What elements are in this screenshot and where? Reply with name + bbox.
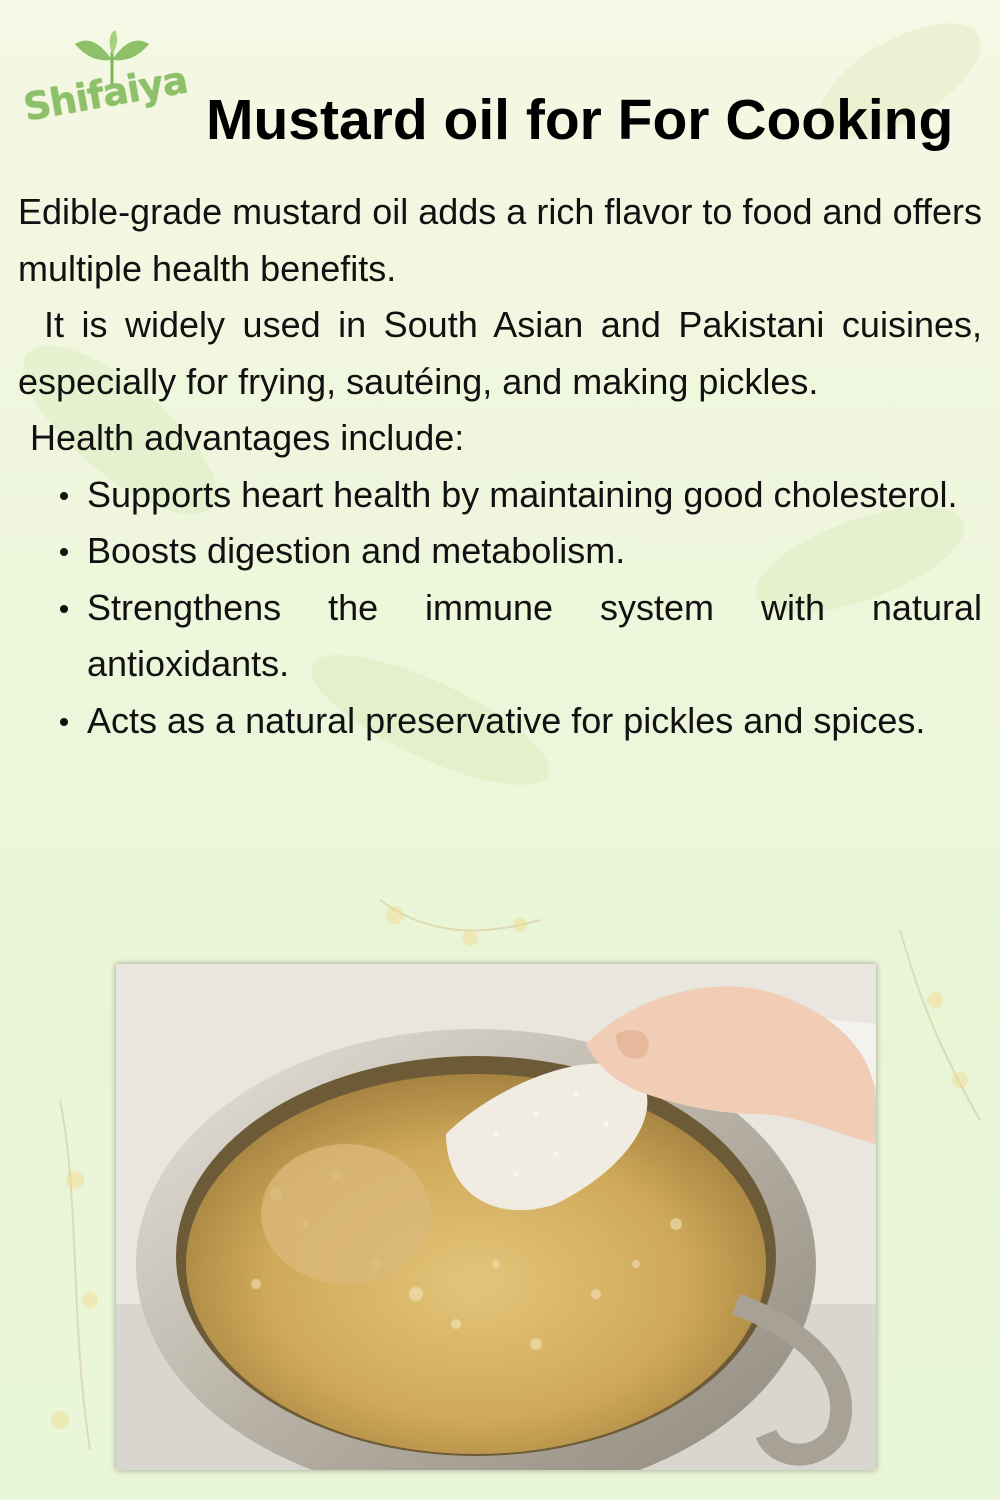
usage-paragraph: It is widely used in South Asian and Pakistani cuisines, especially for frying, sautéing, and making pickles. bbox=[18, 304, 982, 402]
frying-pan-photo bbox=[116, 964, 876, 1470]
list-item: Boosts digestion and metabolism. bbox=[87, 523, 982, 580]
brand-logo bbox=[22, 30, 202, 140]
header bbox=[0, 0, 1000, 175]
health-heading: Health advantages include: bbox=[30, 417, 465, 458]
benefits-list bbox=[18, 467, 982, 750]
list-item: Supports heart health by maintaining good cholesterol. bbox=[87, 467, 982, 524]
intro-paragraph: Edible-grade mustard oil adds a rich flavor to food and offers multiple health benefits. bbox=[18, 191, 982, 289]
list-item: Acts as a natural preservative for pickles and spices. bbox=[87, 693, 982, 750]
content bbox=[18, 184, 982, 749]
brand-name: Shifaiya bbox=[20, 57, 191, 130]
list-item: Strengthens the immune system with natural antioxidants. bbox=[87, 580, 982, 693]
page-title: Mustard oil for For Cooking bbox=[206, 88, 954, 152]
